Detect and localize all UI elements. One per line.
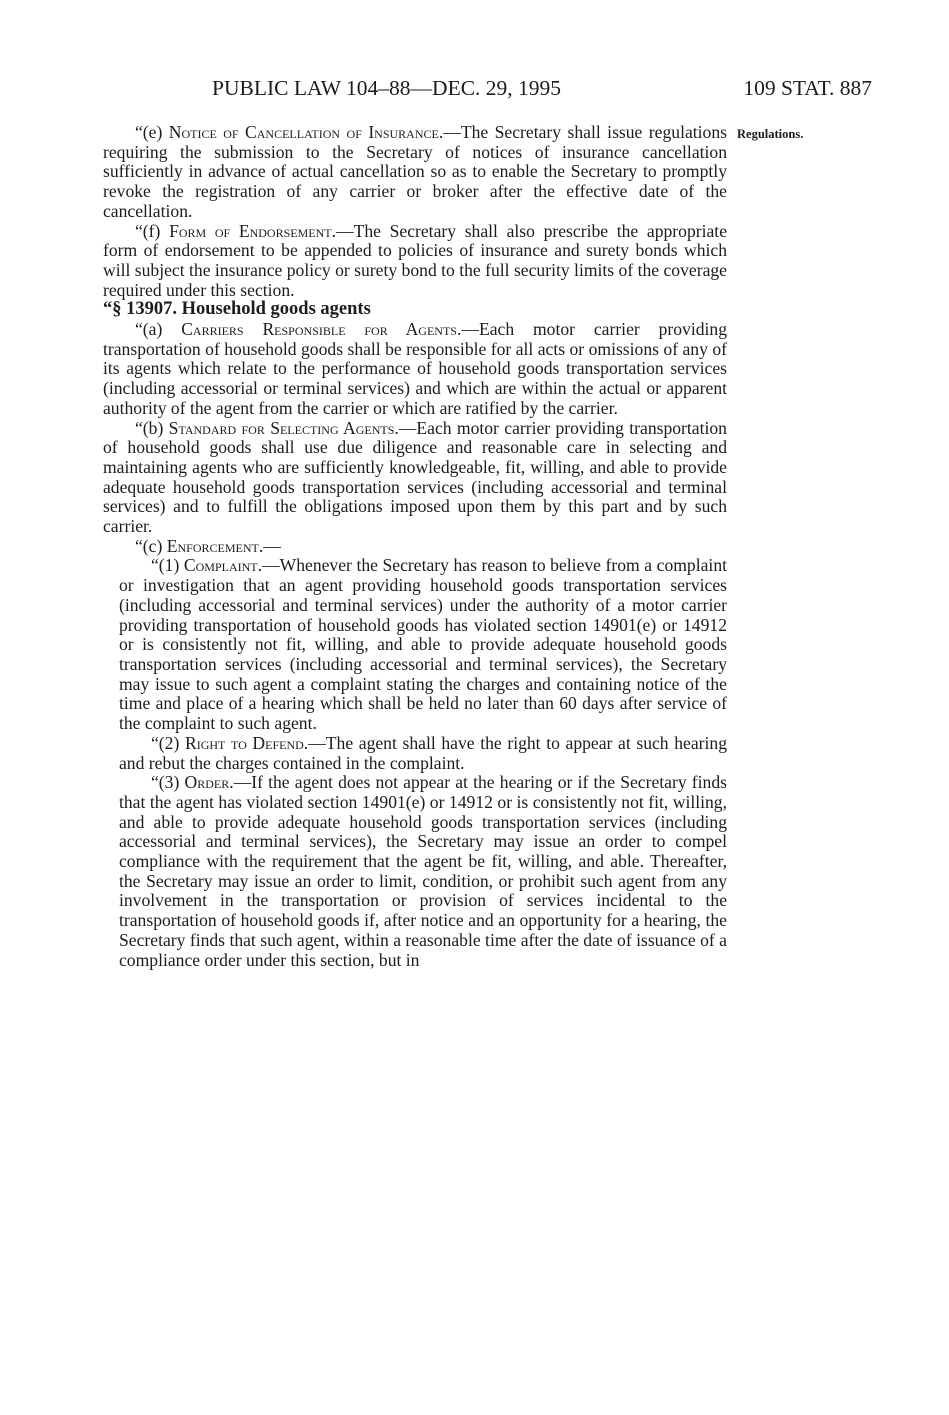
paragraph-b-title: Standard for Selecting Agents [168,417,395,438]
paragraph-c2-text: .—The agent shall have the right to appear at such hearing and rebut the charges contained in the complaint. [119,732,727,773]
paragraph-c-title: Enforcement [166,535,259,556]
paragraph-c3-label: “(3) [151,772,185,793]
paragraph-c2-label: “(2) [151,732,185,753]
paragraph-f-title: Form of Endorsement [169,220,332,241]
margin-note: Regulations. [737,127,804,141]
paragraph-c-text: .— [258,535,281,556]
paragraph-b-text: .—Each motor carrier providing transportation of household goods shall use due diligence and reasonable care in selecting and maintaining agents who are sufficiently knowledgeable, fit, willing, and able to provide adequate household goods transportation services (including accessorial and terminal services) and to fulfill the obligations imposed upon them by this part and by such carrier. [103,417,727,537]
paragraph-f-label: “(f) [135,220,170,241]
paragraph-b-label: “(b) [135,417,169,438]
paragraph-a-label: “(a) [135,319,182,340]
paragraph-a-text: .—Each motor carrier providing transportation of household goods shall be responsible for all acts or omissions of any of its agents which relate to the performance of household goods transportation services (including accessorial or terminal services) and which are within the actual or apparent authority of the agent from the carrier or which are ratified by the carrier. [103,319,727,418]
paragraph-e-text: .—The Secretary shall issue regulations requiring the submission to the Secretary of notices of insurance cancellation sufficiently in advance of actual cancellation so as to enable the Secretary to promptly revoke the registration of any carrier or broker after the effective date of the cancellation. [103,122,727,221]
paragraph-e-label: “(e) [135,122,169,142]
header-stat-page: 109 STAT. 887 [743,76,872,100]
paragraph-c-label: “(c) [135,535,167,556]
paragraph-b [103,419,727,537]
paragraph-a-title: Carriers Responsible for Agents [181,319,457,340]
paragraph-c1-text: .—Whenever the Secretary has reason to believe from a complaint or investigation that an agent providing household goods transportation services (including accessorial and terminal services) under the authority of a motor carrier providing transportation of household goods has violated section 14901(e) or 14912 or is consistently not fit, willing, and able to provide adequate household goods transportation services (including accessorial and terminal services), the Secretary may issue to such agent a complaint stating the charges and containing notice of the time and place of a hearing which shall be held no later than 60 days after service of the complaint to such agent. [119,555,727,734]
paragraph-e-title: Notice of Cancellation of Insurance [168,122,439,142]
paragraph-c3 [119,773,727,970]
page-header [212,76,872,106]
paragraph-f [103,222,727,301]
paragraph-c2 [119,734,727,773]
paragraph-e [103,123,727,222]
subparagraphs-c [103,556,727,970]
paragraph-f-text: .—The Secretary shall also prescribe the appropriate form of endorsement to be appended to policies of insurance and surety bonds which will subject the insurance policy or surety bond to the full security limits of the coverage required under this section. [103,220,727,300]
paragraph-c3-text: .—If the agent does not appear at the hearing or if the Secretary finds that the agent has violated section 14901(e) or 14912 or is consistently not fit, willing, and able to provide adequate household goods transportation services (including accessorial and terminal services), the Secretary may issue an order to compel compliance with the requirement that the agent be fit, willing, and able. Thereafter, the Secretary may issue an order to limit, condition, or prohibit such agent from any involvement in the transportation or provision of services incidental to the transportation of household goods if, after notice and an opportunity for a hearing, the Secretary finds that such agent, within a reasonable time after the date of issuance of a compliance order under this section, but in [119,772,727,970]
paragraph-a [103,320,727,419]
body-text [103,123,727,970]
paragraph-c [103,537,727,557]
paragraph-c1-label: “(1) [151,555,184,576]
paragraph-c1 [119,556,727,733]
paragraph-c1-title: Complaint [183,555,258,576]
paragraph-c2-title: Right to Defend [184,732,304,753]
section-heading: “§ 13907. Household goods agents [103,299,371,320]
header-public-law: PUBLIC LAW 104–88—DEC. 29, 1995 [212,76,562,100]
paragraph-c3-title: Order [184,772,230,793]
